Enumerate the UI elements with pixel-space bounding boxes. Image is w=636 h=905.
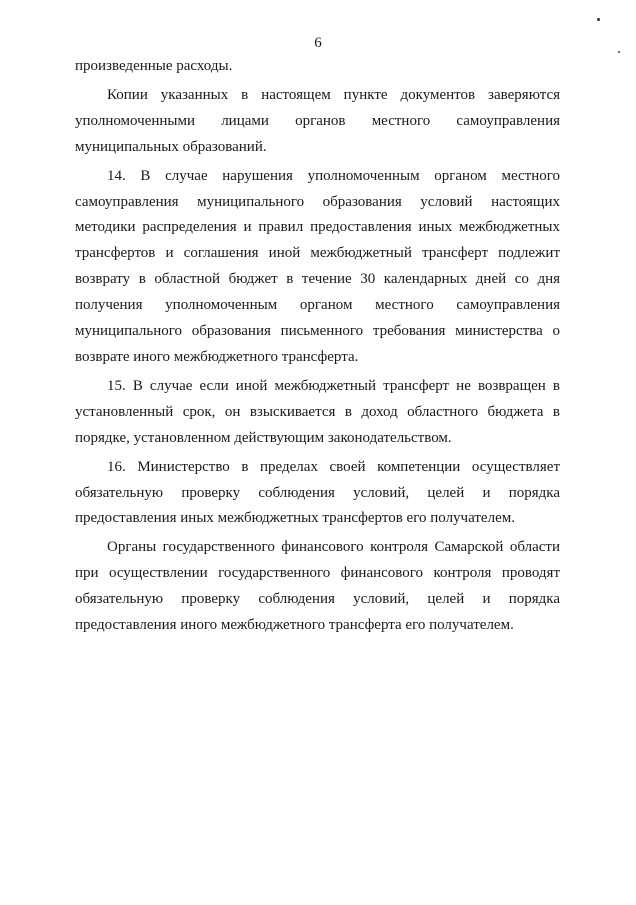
paragraph-continuation: произведенные расходы. <box>75 58 233 74</box>
paragraph-clause-14: 14. В случае нарушения уполномоченным органом местного самоуправления муниципального образования условий настоящих методики распределения и правил предоставления иных межбюджетных трансфертов и соглашения иной межбюджетный трансферт подлежит возврату в областной бюджет в течение 30 календарных дней со дня получения уполномоченным органом местного самоуправления муниципального образования письменного требования министерства о возврате иного межбюджетного трансферта. <box>75 167 560 365</box>
document-body <box>75 54 560 639</box>
paragraph-clause-15: 15. В случае если иной межбюджетный трансферт не возвращен в установленный срок, он взыскивается в доход областного бюджета в порядке, установленном действующим законодательством. <box>75 377 560 446</box>
scan-speck <box>597 18 600 21</box>
scan-speck <box>618 51 620 53</box>
paragraph-clause-16: 16. Министерство в пределах своей компетенции осуществляет обязательную проверку соблюдения условий, целей и порядка предоставления иных межбюджетных трансфертов его получателем. <box>75 458 560 527</box>
page-number: 6 <box>314 35 322 51</box>
paragraph-financial-control: Органы государственного финансового контроля Самарской области при осуществлении государственного финансового контроля проводят обязательную проверку соблюдения условий, целей и порядка предоставления иного межбюджетного трансферта его получателем. <box>75 539 560 634</box>
paragraph-copies-certification: Копии указанных в настоящем пункте документов заверяются уполномоченными лицами органов местного самоуправления муниципальных образований. <box>75 86 560 155</box>
